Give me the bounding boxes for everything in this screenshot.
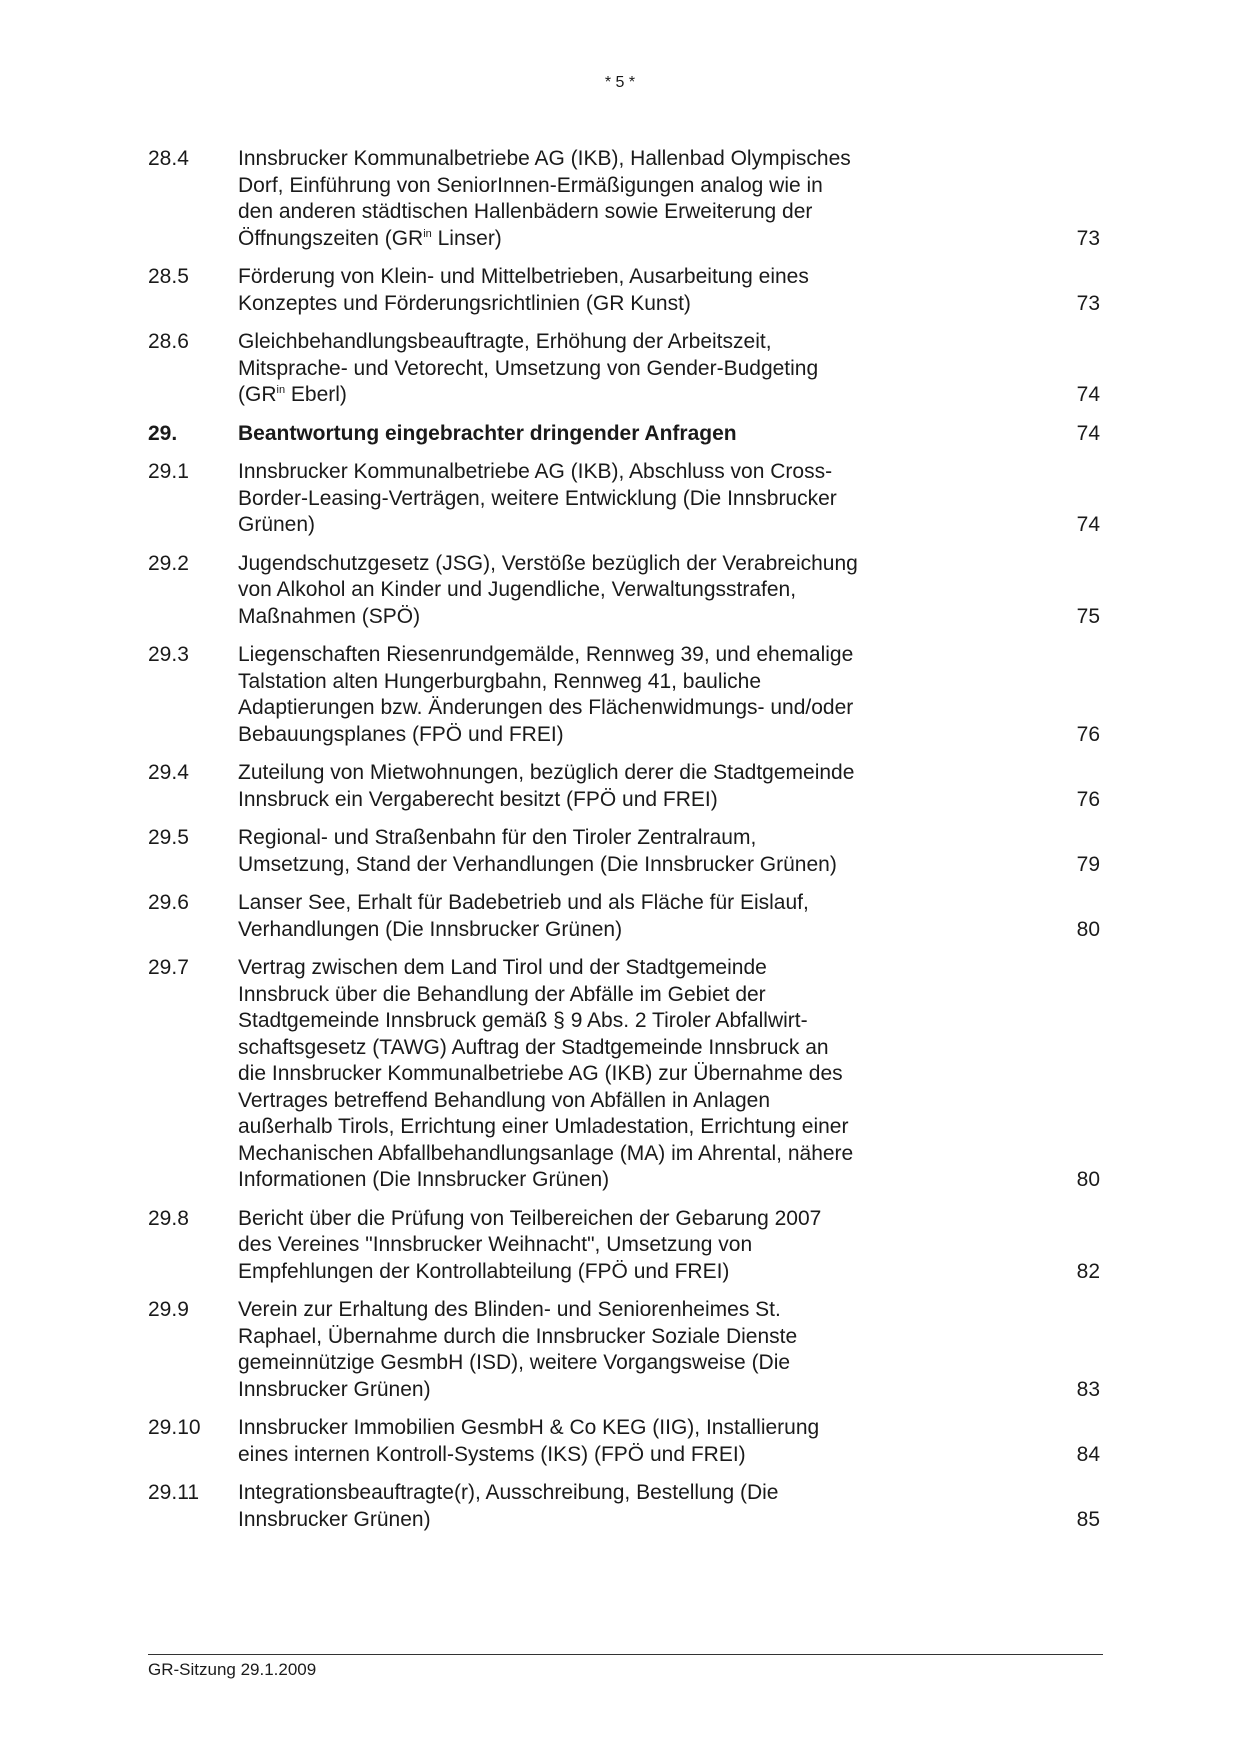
toc-entry [148,1480,1100,1533]
toc-entry-line: Vertrag zwischen dem Land Tirol und der Stadtgemeinde [238,956,767,979]
toc-entry-number: 29.10 [148,1416,201,1439]
toc-entry-title [238,890,938,943]
superscript-in: in [276,384,286,396]
footer-text: GR-Sitzung 29.1.2009 [148,1660,317,1679]
toc-entry-page: 75 [1076,604,1100,628]
toc-entry-page: 85 [1076,1507,1100,1531]
toc-entry [148,551,1100,631]
toc-entry-page: 74 [1076,513,1100,536]
toc-entry-line: Bericht über die Prüfung von Teilbereichen der Gebarung 2007 [238,1206,822,1230]
toc-entry-line: Mechanischen Abfallbehandlungsanlage (MA) im Ahrental, nähere [238,1141,854,1165]
toc-entry-page: 80 [1076,917,1100,941]
toc-entry-number: 29.1 [148,460,189,483]
toc-entry-title [238,551,938,631]
toc-entry-line: Jugendschutzgesetz (JSG), Verstöße bezüglich der Verabreichung [238,551,858,575]
toc-entry-page: 74 [1076,421,1100,445]
toc-entry-line: Lanser See, Erhalt für Badebetrieb und als Fläche für Eislauf, [238,891,809,914]
toc-entry-title [238,642,938,748]
toc-entry-number: 29.2 [148,551,189,575]
toc-entry-line: Liegenschaften Riesenrundgemälde, Rennweg 39, und ehemalige [238,643,854,666]
toc-entry-number: 29.7 [148,956,189,979]
toc-entry-line: Innsbrucker Grünen) [238,1507,431,1531]
toc-entry-number: 29.5 [148,826,189,849]
toc-entry-line: ($GR^{in}$ Eberl) [238,383,347,406]
toc-entry-line: gemeinnützige GesmbH (ISD), weitere Vorgangsweise (Die [238,1351,791,1374]
toc-entry-line: Verein zur Erhaltung des Blinden- und Seniorenheimes St. [238,1298,781,1321]
toc-entry-line: Verhandlungen (Die Innsbrucker Grünen) [238,917,623,941]
toc-entry-line: Raphael, Übernahme durch die Innsbrucker Soziale Dienste [238,1324,798,1348]
toc-entry-line: Zuteilung von Mietwohnungen, bezüglich derer die Stadtgemeinde [238,761,855,784]
toc-entry-title [238,1297,938,1403]
superscript-in: in [423,227,432,240]
toc-entry-line: Empfehlungen der Kontrollabteilung (FPÖ und FREI) [238,1259,730,1283]
toc-entry [148,1206,1100,1286]
toc-entry-line: Innsbrucker Kommunalbetriebe AG (IKB), Abschluss von Cross- [238,460,833,483]
footer-divider [148,1654,1103,1655]
toc-entry-title [238,760,938,813]
toc-entry-line: Adaptierungen bzw. Änderungen des Flächenwidmungs- und/oder [238,696,854,719]
toc-entry-line: des Vereines "Innsbrucker Weihnacht", Umsetzung von [238,1233,753,1256]
toc-entry-line: Öffnungszeiten ($GR^{in}$ Linser) [238,226,502,250]
toc-entry-title [238,421,938,448]
toc-entry-number: 28.4 [148,147,189,170]
toc-entry-line: Innsbrucker Immobilien GesmbH & Co KEG (IIG), Installierung [238,1416,820,1439]
toc-entry-page: 79 [1076,852,1100,876]
toc-entry [148,1297,1100,1403]
toc-entry-title [238,825,938,878]
toc-entry-title [238,1415,938,1468]
toc-entry-line: die Innsbrucker Kommunalbetriebe AG (IKB) zur Übernahme des [238,1062,843,1085]
toc-entry-line: schaftsgesetz (TAWG) Auftrag der Stadtgemeinde Innsbruck an [238,1035,829,1059]
toc-entry [148,146,1100,252]
toc-entry-number: 29.8 [148,1206,189,1230]
toc-entry-page: 84 [1076,1442,1100,1466]
toc-entry [148,264,1100,317]
toc-entry-line: Innsbrucker Grünen) [238,1377,431,1401]
toc-entry [148,760,1100,813]
toc-entry-line: Förderung von Klein- und Mittelbetrieben, Ausarbeitung eines [238,265,809,288]
toc-entry-title [238,955,938,1194]
toc-entry-line: Border-Leasing-Verträgen, weitere Entwicklung (Die Innsbrucker [238,486,837,510]
toc-entry-line: Informationen (Die Innsbrucker Grünen) [238,1168,610,1191]
toc-entry-line: eines internen Kontroll-Systems (IKS) (FPÖ und FREI) [238,1442,746,1466]
toc-entry [148,421,1100,448]
toc-entry-page: 73 [1076,291,1100,315]
toc-entry-line: Beantwortung eingebrachter dringender Anfragen [238,421,737,445]
toc-entry-page: 76 [1076,787,1100,811]
toc-entry-line: Talstation alten Hungerburgbahn, Rennweg 41, bauliche [238,669,762,693]
toc-entry-number: 29.9 [148,1298,189,1321]
toc-entry [148,642,1100,748]
toc-entry-line: Innsbruck über die Behandlung der Abfälle im Gebiet der [238,982,766,1006]
toc-entry-title [238,459,938,539]
toc-entry-line: außerhalb Tirols, Errichtung einer Umladestation, Errichtung einer [238,1115,849,1138]
toc-entry-line: Umsetzung, Stand der Verhandlungen (Die Innsbrucker Grünen) [238,852,837,876]
toc-entry-line: Grünen) [238,513,316,536]
toc-entry-page: 74 [1076,383,1100,406]
toc-entry-line: von Alkohol an Kinder und Jugendliche, Verwaltungsstrafen, [238,578,797,601]
toc-entry-line: Stadtgemeinde Innsbruck gemäß § 9 Abs. 2 Tiroler Abfallwirt- [238,1009,808,1032]
toc-entry-number: 29.4 [148,761,189,784]
toc-entry-title [238,329,938,409]
toc-entry-line: Innsbrucker Kommunalbetriebe AG (IKB), Hallenbad Olympisches [238,147,851,170]
toc-entry [148,459,1100,539]
toc-entry-page: 80 [1076,1168,1100,1191]
toc-entry-number: 29.11 [148,1481,199,1504]
toc-entry-title [238,1206,938,1286]
toc-entry-number: 29.6 [148,891,189,914]
toc-entry-number: 28.6 [148,330,189,353]
toc-entry-line: Integrationsbeauftragte(r), Ausschreibung, Bestellung (Die [238,1481,779,1504]
toc-entry [148,955,1100,1194]
toc-entry-number: 29.3 [148,643,189,666]
toc-entry-title [238,146,938,252]
toc-entry-title [238,264,938,317]
toc-entry-number: 29. [148,421,178,445]
toc-entry-line: den anderen städtischen Hallenbädern sowie Erweiterung der [238,200,813,223]
toc-entry-line: Innsbruck ein Vergaberecht besitzt (FPÖ und FREI) [238,787,718,811]
toc-entry [148,1415,1100,1468]
toc-entry-line: Vertrages betreffend Behandlung von Abfällen in Anlagen [238,1088,771,1112]
toc-entry-page: 82 [1076,1259,1100,1283]
toc-entry-line: Regional- und Straßenbahn für den Tiroler Zentralraum, [238,826,757,849]
table-of-contents [148,146,1100,1545]
toc-entry-line: Maßnahmen (SPÖ) [238,604,421,628]
toc-entry-line: Gleichbehandlungsbeauftragte, Erhöhung der Arbeitszeit, [238,330,772,353]
toc-entry-line: Dorf, Einführung von SeniorInnen-Ermäßigungen analog wie in [238,173,823,197]
toc-entry-line: Bebauungsplanes (FPÖ und FREI) [238,722,564,746]
toc-entry [148,825,1100,878]
toc-entry-page: 73 [1076,226,1100,250]
toc-entry-number: 28.5 [148,265,189,288]
toc-entry-page: 76 [1076,722,1100,746]
toc-entry-page: 83 [1076,1377,1100,1401]
toc-entry-title [238,1480,938,1533]
toc-entry [148,890,1100,943]
toc-entry-line: Mitsprache- und Vetorecht, Umsetzung von Gender-Budgeting [238,356,819,380]
toc-entry-line: Konzeptes und Förderungsrichtlinien (GR Kunst) [238,291,691,315]
page-number: * 5 * [604,74,636,91]
toc-entry [148,329,1100,409]
